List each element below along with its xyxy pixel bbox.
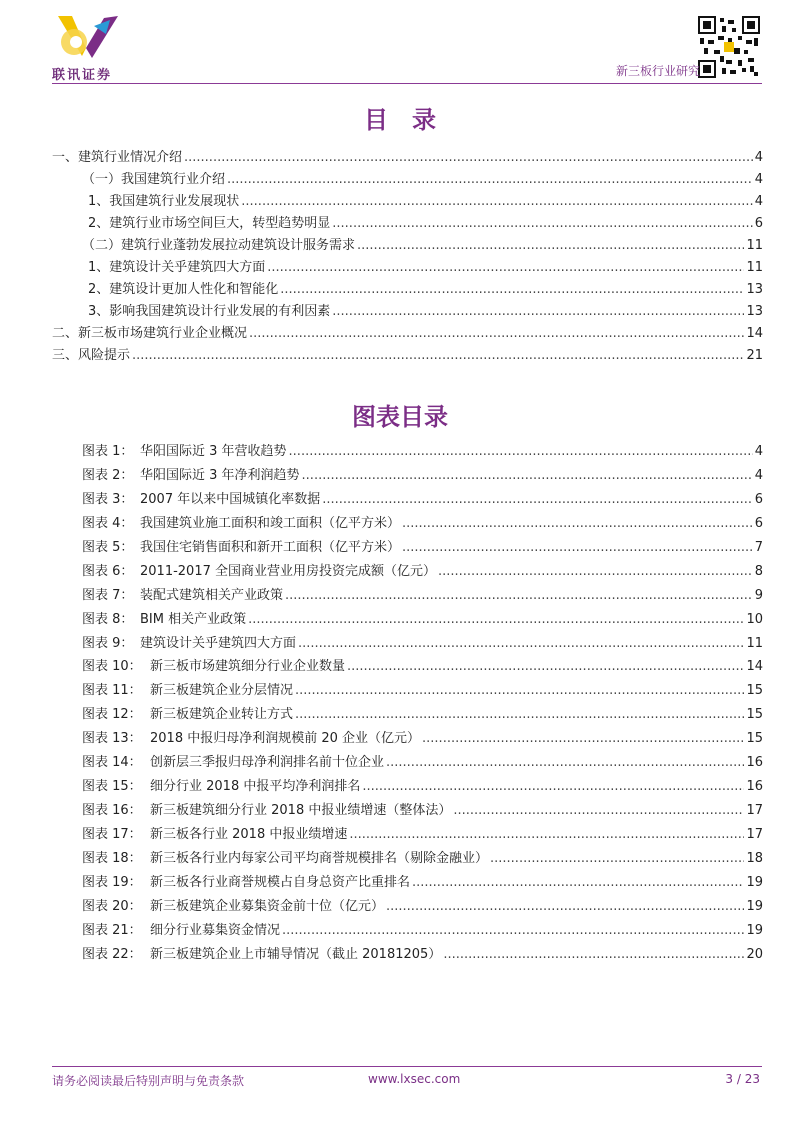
figure-entry-page: 4 [754,467,763,483]
header-divider [52,83,762,84]
toc-entry-title: 一、建筑行业情况介绍 [52,150,183,165]
toc-entry-page: 4 [754,172,763,187]
toc-entry-title: 3、影响我国建筑设计行业发展的有利因素 [88,304,331,319]
dot-leader [289,440,753,464]
toc-entry-title: 2、建筑行业市场空间巨大，转型趋势明显 [88,216,331,231]
figure-entry-page: 6 [754,491,763,507]
toc-entry-page: 13 [746,304,763,319]
figure-entry-title: 新三板各行业 2018 中报业绩增速 [150,827,348,842]
figure-entry[interactable] [82,727,763,751]
figure-entry-page: 15 [746,683,763,699]
figure-entry-label: 图表 22： [82,946,142,962]
figure-entry[interactable] [82,512,763,536]
figure-entry-title: 华阳国际近 3 年营收趋势 [140,444,287,459]
dot-leader [412,871,744,895]
figure-entry-title: 2018 中报归母净利润规模前 20 企业（亿元） [150,731,421,747]
figure-entry[interactable] [82,823,763,847]
dot-leader [402,536,753,560]
figure-entry-page: 6 [754,515,763,531]
footer-website[interactable]: www.lxsec.com [368,1072,461,1086]
figure-entry[interactable] [82,799,763,823]
page-number: 3 / 23 [725,1072,760,1086]
dot-leader [347,655,744,679]
figure-entry-title: 新三板市场建筑细分行业企业数量 [150,659,346,675]
figure-entry[interactable] [82,943,763,967]
dot-leader [332,213,752,235]
figure-entry[interactable] [82,632,763,656]
dot-leader [249,323,744,345]
dot-leader [362,775,744,799]
figure-entry-label: 图表 7： [82,587,134,603]
figure-entry-label: 图表 21： [82,922,142,938]
dot-leader [241,191,752,213]
footer-disclaimer[interactable]: 请务必阅读最后特别声明与免责条款 [52,1074,245,1088]
figure-entry[interactable] [82,751,763,775]
figure-entry-title: 新三板各行业内每家公司平均商誉规模排名（剔除金融业） [150,850,489,866]
figure-entry-page: 19 [746,874,763,890]
figure-entry-page: 9 [754,587,763,603]
figure-entry[interactable] [82,440,763,464]
figure-entry-label: 图表 11： [82,683,142,699]
dot-leader [386,751,744,775]
dot-leader [438,560,753,584]
toc-entry-page: 11 [746,238,763,253]
figure-entry[interactable] [82,560,763,584]
figure-entry-title: 新三板建筑企业募集资金前十位（亿元） [150,898,385,914]
figure-entry-page: 15 [746,707,763,723]
page-header [0,0,800,90]
figure-entry-label: 图表 17： [82,827,142,842]
figure-entry-label: 图表 5： [82,539,134,555]
figure-entry[interactable] [82,536,763,560]
figure-entry-title: 装配式建筑相关产业政策 [140,587,284,603]
toc-entry-page: 14 [746,326,763,341]
toc-entry-page: 21 [746,348,763,363]
logo-text: 联讯证券 [52,68,113,83]
figure-entry-page: 17 [746,827,763,842]
figure-list [82,440,763,967]
figure-entry-title: 2011-2017 全国商业营业用房投资完成额（亿元） [140,563,436,579]
figure-entry[interactable] [82,488,763,512]
dot-leader [302,464,753,488]
toc-entry-page: 4 [754,194,763,209]
figure-entry[interactable] [82,608,763,632]
toc-entry-page: 11 [746,260,763,275]
dot-leader [282,919,744,943]
dot-leader [349,823,744,847]
figure-entry-page: 16 [746,755,763,771]
dot-leader [490,847,744,871]
toc-entry[interactable] [52,147,763,169]
figure-entry-title: 建筑设计关乎建筑四大方面 [140,635,297,651]
dot-leader [402,512,753,536]
figure-entry-page: 8 [754,563,763,579]
figure-entry[interactable] [82,679,763,703]
figure-entry-title: 创新层三季报归母净利润排名前十位企业 [150,755,385,771]
figure-entry-label: 图表 9： [82,635,134,651]
dot-leader [184,147,753,169]
dot-leader [132,345,744,367]
figure-entry-page: 19 [746,922,763,938]
toc-entry-page: 13 [746,282,763,297]
dot-leader [298,632,744,656]
figure-entry-label: 图表 2： [82,467,134,483]
figure-entry[interactable] [82,775,763,799]
figure-entry-title: 新三板建筑企业上市辅导情况（截止 20181205） [150,946,442,962]
figure-entry-page: 10 [746,611,763,627]
figure-entry[interactable] [82,464,763,488]
dot-leader [285,584,753,608]
toc-entry[interactable] [52,213,763,235]
figures-title: 图表目录 [352,402,448,431]
qr-code-icon [698,16,760,78]
toc-entry[interactable] [52,301,763,323]
figure-entry-label: 图表 19： [82,874,142,890]
toc-entry[interactable] [52,345,763,367]
toc-entry-page: 6 [754,216,763,231]
toc-entry[interactable] [52,191,763,213]
figure-entry-title: 华阳国际近 3 年净利润趋势 [140,467,300,483]
toc-entry-title: （一）我国建筑行业介绍 [82,172,226,187]
dot-leader [295,703,744,727]
dot-leader [422,727,744,751]
figure-entry-label: 图表 18： [82,850,142,866]
figure-entry-page: 20 [746,946,763,962]
dot-leader [295,679,744,703]
toc-list [52,147,763,367]
figure-entry-label: 图表 3： [82,491,134,507]
dot-leader [322,488,753,512]
toc-entry-title: 2、建筑设计更加人性化和智能化 [88,282,279,297]
figure-entry-label: 图表 8： [82,611,134,627]
dot-leader [332,301,744,323]
figure-entry[interactable] [82,895,763,919]
figure-entry-title: 新三板各行业商誉规模占自身总资产比重排名 [150,874,411,890]
figure-entry-label: 图表 16： [82,803,142,819]
figure-entry-label: 图表 14： [82,755,142,771]
figure-entry-label: 图表 4： [82,515,134,531]
dot-leader [267,257,744,279]
toc-entry-title: （二）建筑行业蓬勃发展拉动建筑设计服务需求 [82,238,356,253]
dot-leader [386,895,744,919]
dot-leader [227,169,753,191]
toc-entry[interactable] [52,323,763,345]
toc-entry-page: 4 [754,150,763,165]
figure-entry-page: 11 [746,635,763,651]
figure-entry-page: 18 [746,850,763,866]
report-type: 新三板行业研究 [615,64,700,78]
dot-leader [453,799,744,823]
figure-entry-page: 4 [754,444,763,459]
toc-entry-title: 1、建筑设计关乎建筑四大方面 [88,260,266,275]
dot-leader [280,279,744,301]
figure-entry[interactable] [82,871,763,895]
figure-entry-title: 细分行业募集资金情况 [150,922,281,938]
figure-entry-label: 图表 10： [82,659,142,675]
figure-entry[interactable] [82,655,763,679]
figure-entry-page: 14 [746,659,763,675]
figure-entry-label: 图表 15： [82,779,142,795]
figure-entry-title: 新三板建筑细分行业 2018 中报业绩增速（整体法） [150,803,452,819]
figure-entry-page: 19 [746,898,763,914]
figure-entry-label: 图表 13： [82,731,142,747]
figure-entry[interactable] [82,703,763,727]
dot-leader [357,235,744,257]
figure-entry-label: 图表 20： [82,898,142,914]
toc-entry-title: 三、风险提示 [52,348,131,363]
figure-entry-title: 我国建筑业施工面积和竣工面积（亿平方米） [140,515,401,531]
figure-entry-page: 17 [746,803,763,819]
dot-leader [443,943,744,967]
figure-entry-title: 细分行业 2018 中报平均净利润排名 [150,779,361,795]
figure-entry-page: 7 [754,539,763,555]
figure-entry[interactable] [82,919,763,943]
figure-entry-page: 15 [746,731,763,747]
figure-entry[interactable] [82,584,763,608]
lianxun-logo-icon [52,12,122,64]
figure-entry-title: 新三板建筑企业转让方式 [150,707,294,723]
toc-entry[interactable] [52,257,763,279]
toc-title: 目 录 [364,105,436,134]
toc-entry[interactable] [52,235,763,257]
toc-entry[interactable] [52,169,763,191]
figure-entry[interactable] [82,847,763,871]
figure-entry-title: BIM 相关产业政策 [140,611,247,627]
figure-entry-label: 图表 1： [82,444,134,459]
toc-entry-title: 1、我国建筑行业发展现状 [88,194,240,209]
figure-entry-title: 新三板建筑企业分层情况 [150,683,294,699]
figure-entry-title: 2007 年以来中国城镇化率数据 [140,491,321,507]
figure-entry-title: 我国住宅销售面积和新开工面积（亿平方米） [140,539,401,555]
toc-entry[interactable] [52,279,763,301]
figure-entry-label: 图表 12： [82,707,142,723]
figure-entry-page: 16 [746,779,763,795]
footer-divider [52,1066,762,1067]
toc-entry-title: 二、新三板市场建筑行业企业概况 [52,326,248,341]
dot-leader [248,608,744,632]
figure-entry-label: 图表 6： [82,563,134,579]
